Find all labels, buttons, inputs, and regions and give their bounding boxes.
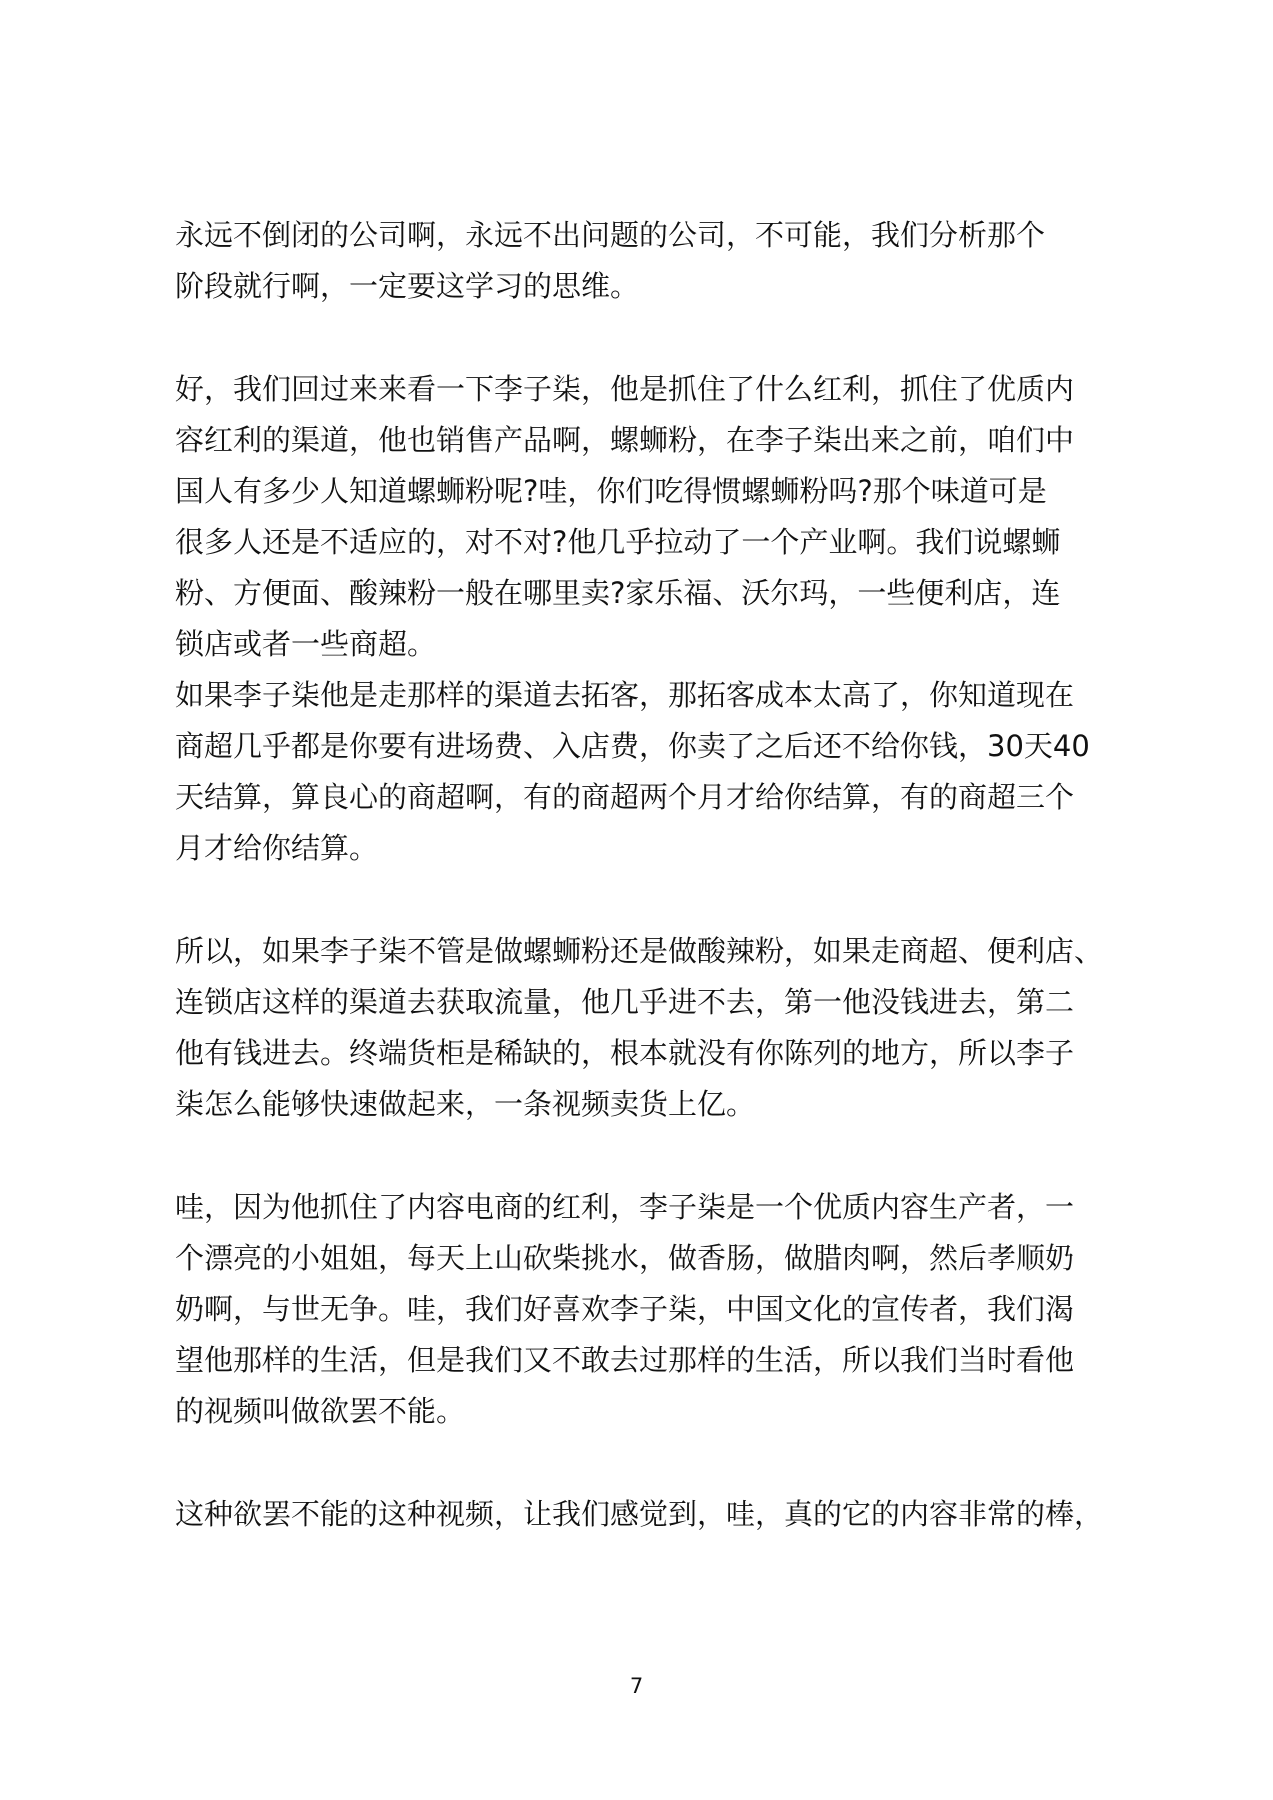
text-line: 容红利的渠道，他也销售产品啊，螺蛳粉，在李子柒出来之前，咱们中 (175, 423, 1075, 457)
text-line: 哇，因为他抓住了内容电商的红利，李子柒是一个优质内容生产者，一 (175, 1190, 1075, 1224)
text-line: 所以，如果李子柒不管是做螺蛳粉还是做酸辣粉，如果走商超、便利店、 (175, 934, 1104, 968)
text-line: 这种欲罢不能的这种视频，让我们感觉到，哇，真的它的内容非常的棒， (175, 1497, 1104, 1531)
text-line: 如果李子柒他是走那样的渠道去拓客，那拓客成本太高了，你知道现在 (175, 678, 1075, 712)
paragraph (175, 364, 1105, 874)
paragraph-gap (175, 1130, 1105, 1182)
text-line: 他有钱进去。终端货柜是稀缺的，根本就没有你陈列的地方，所以李子 (175, 1036, 1075, 1070)
text-line: 永远不倒闭的公司啊，永远不出问题的公司，不可能，我们分析那个 (175, 218, 1046, 252)
text-line: 天结算，算良心的商超啊，有的商超两个月才给你结算，有的商超三个 (175, 780, 1075, 814)
body-text (175, 210, 1105, 1540)
text-line: 锁店或者一些商超。 (175, 627, 437, 661)
text-line: 的视频叫做欲罢不能。 (175, 1394, 466, 1428)
text-line: 望他那样的生活，但是我们又不敢去过那样的生活，所以我们当时看他 (175, 1343, 1075, 1377)
text-line: 柒怎么能够快速做起来，一条视频卖货上亿。 (175, 1087, 756, 1121)
text-line: 好，我们回过来来看一下李子柒，他是抓住了什么红利，抓住了优质内 (175, 372, 1075, 406)
paragraph-gap (175, 874, 1105, 926)
paragraph-gap (175, 312, 1105, 364)
text-line: 奶啊，与世无争。哇，我们好喜欢李子柒，中国文化的宣传者，我们渴 (175, 1292, 1075, 1326)
text-line: 粉、方便面、酸辣粉一般在哪里卖?家乐福、沃尔玛，一些便利店，连 (175, 576, 1061, 610)
paragraph (175, 210, 1105, 312)
paragraph (175, 1182, 1105, 1437)
page-number: 7 (629, 1674, 644, 1698)
paragraph (175, 926, 1105, 1130)
text-line: 个漂亮的小姐姐，每天上山砍柴挑水，做香肠，做腊肉啊，然后孝顺奶 (175, 1241, 1075, 1275)
paragraph (175, 1489, 1105, 1540)
text-line: 阶段就行啊，一定要这学习的思维。 (175, 269, 640, 303)
text-line: 连锁店这样的渠道去获取流量，他几乎进不去，第一他没钱进去，第二 (175, 985, 1075, 1019)
text-line: 商超几乎都是你要有进场费、入店费，你卖了之后还不给你钱，30天40 (175, 729, 1090, 763)
text-line: 很多人还是不适应的，对不对?他几乎拉动了一个产业啊。我们说螺蛳 (175, 525, 1061, 559)
text-line: 国人有多少人知道螺蛳粉呢?哇，你们吃得惯螺蛳粉吗?那个味道可是 (175, 474, 1047, 508)
text-line: 月才给你结算。 (175, 831, 379, 865)
paragraph-gap (175, 1437, 1105, 1489)
